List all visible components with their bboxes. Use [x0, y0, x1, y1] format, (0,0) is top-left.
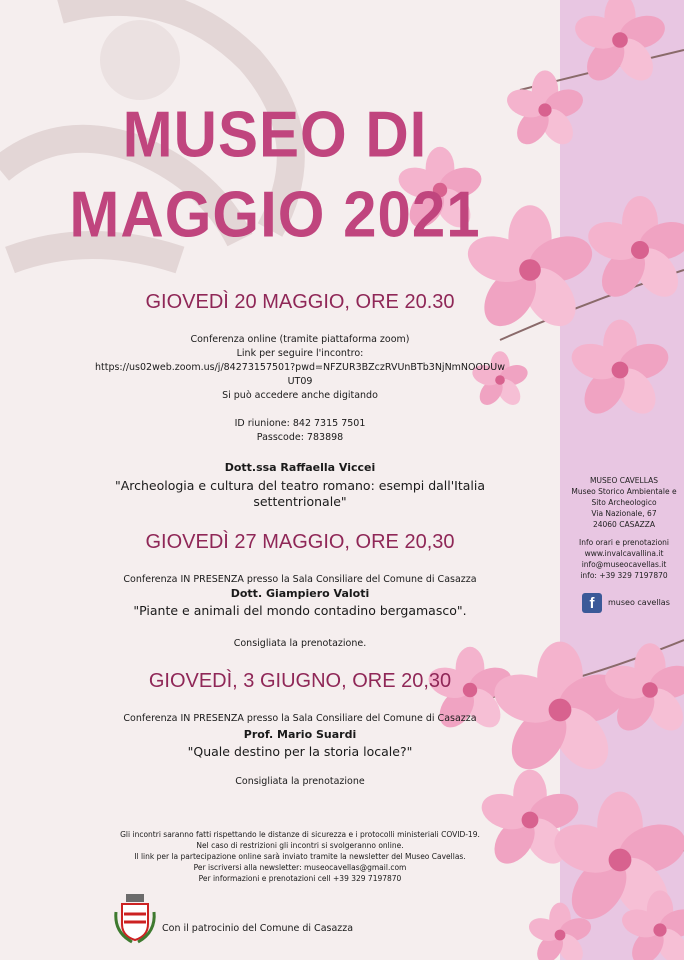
coat-of-arms-icon [112, 892, 158, 944]
website-link[interactable]: www.invalcavallina.it [584, 549, 664, 558]
event1-passcode: Passcode: 783898 [256, 432, 344, 443]
event1-talk-title: "Archeologia e cultura del teatro romano: esempi dall'Italia [114, 478, 486, 493]
footer-note: Gli incontri saranno fatti rispettando le distanze di sicurezza e i protocolli ministeriali COVID-19. [120, 830, 480, 839]
event1-line: Link per seguire l'incontro: [236, 348, 364, 359]
title-line-1: MUSEO DI [122, 98, 428, 171]
event1-line: Si può accedere anche digitando [222, 390, 378, 401]
event3-heading: GIOVEDÌ, 3 GIUGNO, ORE 20,30 [148, 670, 452, 692]
patronage-text: Con il patrocinio del Comune di Casazza [162, 923, 354, 934]
event3-intro: Conferenza IN PRESENZA presso la Sala Consiliare del Comune di Casazza [123, 713, 477, 724]
address-line: 24060 CASAZZA [592, 520, 656, 529]
event1-heading: GIOVEDÌ 20 MAGGIO, ORE 20.30 [145, 291, 455, 313]
event3-note: Consigliata la prenotazione [235, 776, 365, 787]
event1-zoom-link[interactable]: https://us02web.zoom.us/j/84273157501?pwd=NFZUR3BZczRVUnBTb3NjNmNOODUw [94, 362, 506, 373]
facebook-label[interactable]: museo cavellas [608, 598, 670, 607]
event1-line: Conferenza online (tramite piattaforma zoom) [190, 334, 410, 345]
event3-speaker: Prof. Mario Suardi [243, 728, 357, 741]
footer-phone: Per informazioni e prenotazioni cell +39 329 7197870 [198, 874, 402, 883]
museum-contacts [565, 537, 683, 581]
event2-heading: GIOVEDÌ 27 MAGGIO, ORE 20,30 [145, 531, 455, 553]
address-line: Sito Archeologico [591, 498, 657, 507]
contact-line: Info orari e prenotazioni [578, 538, 669, 547]
facebook-icon[interactable]: f [582, 593, 602, 613]
address-line: Museo Storico Ambientale e [571, 487, 677, 496]
address-line: Via Nazionale, 67 [591, 509, 657, 518]
event1-zoom-link-end[interactable]: UT09 [287, 376, 313, 387]
address-line: MUSEO CAVELLAS [590, 476, 658, 485]
event2-note: Consigliata la prenotazione. [233, 638, 367, 649]
phone-line: info: +39 329 7197870 [580, 571, 668, 580]
footer-note: Nel caso di restrizioni gli incontri si svolgeranno online. [196, 841, 404, 850]
event2-talk-title: "Piante e animali del mondo contadino bergamasco". [133, 603, 467, 618]
footer-note: Il link per la partecipazione online sarà inviato tramite la newsletter del Museo Cavellas. [134, 852, 466, 861]
event2-speaker: Dott. Giampiero Valoti [230, 587, 370, 600]
event1-meeting-id: ID riunione: 842 7315 7501 [234, 418, 366, 429]
email-link[interactable]: info@museocavellas.it [581, 560, 667, 569]
event1-speaker: Dott.ssa Raffaella Viccei [224, 461, 376, 474]
title-line-2: MAGGIO 2021 [69, 178, 481, 251]
event1-talk-title-end: settentrionale" [253, 494, 347, 509]
event2-intro: Conferenza IN PRESENZA presso la Sala Consiliare del Comune di Casazza [123, 574, 477, 585]
museum-address [565, 475, 683, 530]
event3-talk-title: "Quale destino per la storia locale?" [187, 744, 413, 759]
footer-newsletter-email: Per iscriversi alla newsletter: museocavellas@gmail.com [193, 863, 407, 872]
